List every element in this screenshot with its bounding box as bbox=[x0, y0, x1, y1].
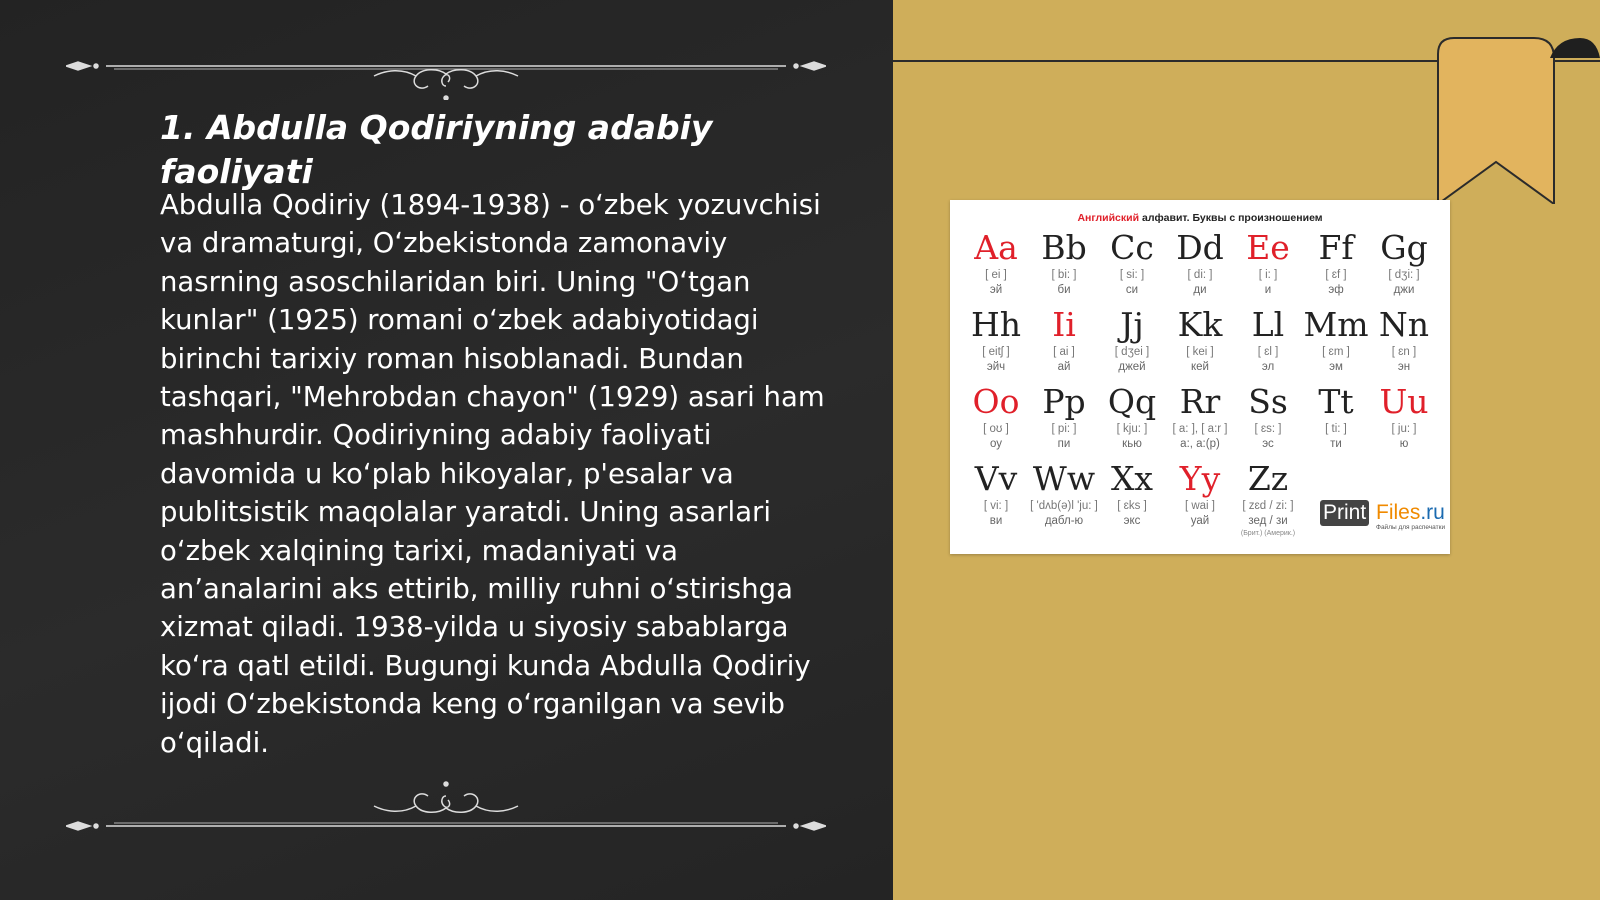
logo-ru-suffix: .ru bbox=[1420, 501, 1445, 524]
alphabet-letter: Ii bbox=[1052, 305, 1076, 344]
alphabet-letter: Jj bbox=[1120, 305, 1144, 344]
alphabet-letter: Mm bbox=[1303, 305, 1369, 344]
alphabet-letter-cell bbox=[962, 305, 1030, 375]
alphabet-russian-reading: си bbox=[1125, 284, 1139, 296]
logo-tagline: Файлы для распечатки bbox=[1376, 524, 1446, 531]
alphabet-letter: Rr bbox=[1179, 382, 1221, 421]
alphabet-variant-note: (Брит.) (Америк.) bbox=[1240, 530, 1296, 537]
alphabet-ipa: [ ɛs: ] bbox=[1254, 423, 1282, 435]
alphabet-russian-reading: джей bbox=[1118, 361, 1146, 373]
alphabet-russian-reading: эф bbox=[1328, 284, 1344, 296]
alphabet-letter-cell bbox=[1370, 228, 1438, 298]
alphabet-ipa: [ dʒi: ] bbox=[1388, 269, 1420, 281]
alphabet-header-text: алфавит. Буквы с произношением bbox=[1139, 212, 1323, 224]
alphabet-letter-cell bbox=[1030, 382, 1098, 452]
alphabet-letter: Aa bbox=[974, 228, 1018, 267]
alphabet-letter: Kk bbox=[1177, 305, 1223, 344]
alphabet-russian-reading: эс bbox=[1262, 438, 1274, 450]
alphabet-letter-cell bbox=[1166, 305, 1234, 375]
alphabet-letter: Tt bbox=[1318, 382, 1354, 421]
alphabet-russian-reading: эл bbox=[1261, 361, 1275, 373]
alphabet-ipa: [ ɛm ] bbox=[1322, 346, 1350, 358]
alphabet-russian-reading: эйч bbox=[986, 361, 1006, 373]
alphabet-card-header bbox=[950, 212, 1450, 224]
bookmark-ribbon bbox=[1430, 34, 1600, 204]
alphabet-ipa: [ dʒei ] bbox=[1114, 346, 1150, 358]
alphabet-ipa: [ zɛd / zi: ] bbox=[1242, 500, 1294, 512]
alphabet-letter: Ll bbox=[1251, 305, 1285, 344]
alphabet-letter-cell bbox=[1370, 305, 1438, 375]
alphabet-letter: Uu bbox=[1379, 382, 1429, 421]
alphabet-letter-cell bbox=[962, 382, 1030, 452]
alphabet-ipa: [ kei ] bbox=[1186, 346, 1214, 358]
logo-files-word: Files bbox=[1376, 501, 1421, 524]
alphabet-ipa: [ wai ] bbox=[1184, 500, 1216, 512]
alphabet-letter: Ff bbox=[1318, 228, 1354, 267]
slide-title: 1. Abdulla Qodiriyning adabiy faoliyati bbox=[160, 108, 713, 191]
alphabet-letter-cell bbox=[1302, 228, 1370, 298]
alphabet-letter: Yy bbox=[1179, 459, 1221, 498]
bottom-divider-ornament bbox=[66, 778, 826, 838]
alphabet-ipa: [ si: ] bbox=[1119, 269, 1145, 281]
alphabet-letter-cell bbox=[1098, 382, 1166, 452]
alphabet-ipa: [ bi: ] bbox=[1051, 269, 1077, 281]
alphabet-russian-reading: ти bbox=[1330, 438, 1342, 450]
alphabet-ipa: [ ɛf ] bbox=[1325, 269, 1347, 281]
alphabet-letter: Hh bbox=[970, 305, 1022, 344]
english-alphabet-card bbox=[950, 200, 1450, 554]
alphabet-ipa: [ ɛn ] bbox=[1391, 346, 1417, 358]
alphabet-russian-reading: ай bbox=[1057, 361, 1071, 373]
alphabet-letter: Dd bbox=[1176, 228, 1224, 267]
alphabet-russian-reading: ю bbox=[1399, 438, 1409, 450]
alphabet-letter-cell bbox=[1098, 228, 1166, 298]
alphabet-ipa: [ kju: ] bbox=[1116, 423, 1148, 435]
alphabet-letter: Gg bbox=[1380, 228, 1428, 267]
alphabet-russian-reading: оу bbox=[989, 438, 1003, 450]
alphabet-letter-cell bbox=[1302, 382, 1370, 452]
alphabet-letter: Cc bbox=[1110, 228, 1154, 267]
alphabet-russian-reading: пи bbox=[1057, 438, 1071, 450]
alphabet-russian-reading: би bbox=[1057, 284, 1071, 296]
alphabet-letter-cell bbox=[1166, 459, 1234, 529]
alphabet-letter-cell bbox=[1098, 305, 1166, 375]
alphabet-russian-reading: кью bbox=[1122, 438, 1142, 450]
alphabet-russian-reading: ди bbox=[1193, 284, 1207, 296]
alphabet-letter-cell bbox=[1234, 459, 1302, 538]
alphabet-letter-cell bbox=[1234, 228, 1302, 298]
alphabet-russian-reading: ви bbox=[989, 515, 1003, 527]
alphabet-letter-cell bbox=[1370, 382, 1438, 452]
alphabet-russian-reading: экс bbox=[1123, 515, 1141, 527]
alphabet-ipa: [ vi: ] bbox=[983, 500, 1009, 512]
alphabet-letter: Xx bbox=[1110, 459, 1154, 498]
alphabet-ipa: [ di: ] bbox=[1187, 269, 1213, 281]
alphabet-ipa: [ ti: ] bbox=[1325, 423, 1347, 435]
alphabet-header-highlight: Английский bbox=[1077, 212, 1140, 224]
alphabet-ipa: [ a: ], [ a:r ] bbox=[1172, 423, 1228, 435]
alphabet-ipa: [ ai ] bbox=[1053, 346, 1075, 358]
alphabet-letter-cell bbox=[1166, 382, 1234, 452]
alphabet-ipa: [ ɛl ] bbox=[1257, 346, 1279, 358]
alphabet-letter: Ee bbox=[1246, 228, 1290, 267]
logo-files-text bbox=[1376, 500, 1445, 526]
alphabet-russian-reading: уай bbox=[1190, 515, 1210, 527]
logo-print-text: Print bbox=[1320, 500, 1369, 526]
alphabet-letter-cell bbox=[1302, 305, 1370, 375]
alphabet-russian-reading: и bbox=[1264, 284, 1272, 296]
alphabet-ipa: [ i: ] bbox=[1258, 269, 1278, 281]
alphabet-letter-cell bbox=[962, 459, 1030, 529]
alphabet-letter: Bb bbox=[1041, 228, 1087, 267]
alphabet-letter: Qq bbox=[1107, 382, 1157, 421]
alphabet-russian-reading: эй bbox=[989, 284, 1003, 296]
alphabet-letter: Ss bbox=[1248, 382, 1288, 421]
alphabet-russian-reading: дабл-ю bbox=[1044, 515, 1084, 527]
alphabet-letter: Oo bbox=[972, 382, 1020, 421]
alphabet-letter-cell bbox=[1030, 459, 1098, 529]
alphabet-letter-cell bbox=[962, 228, 1030, 298]
alphabet-ipa: [ ɛks ] bbox=[1117, 500, 1147, 512]
alphabet-russian-reading: эн bbox=[1397, 361, 1411, 373]
alphabet-letter-cell bbox=[1234, 305, 1302, 375]
alphabet-russian-reading: эм bbox=[1329, 361, 1343, 373]
alphabet-ipa: [ eitʃ ] bbox=[982, 346, 1010, 358]
alphabet-letter: Vv bbox=[974, 459, 1018, 498]
top-divider-ornament bbox=[66, 40, 826, 100]
alphabet-ipa: [ 'dʌb(ə)l 'ju: ] bbox=[1030, 500, 1098, 512]
alphabet-russian-reading: кей bbox=[1191, 361, 1209, 373]
alphabet-letter: Ww bbox=[1032, 459, 1096, 498]
alphabet-letter: Zz bbox=[1247, 459, 1289, 498]
alphabet-ipa: [ ei ] bbox=[985, 269, 1007, 281]
alphabet-letter-cell bbox=[1030, 228, 1098, 298]
alphabet-russian-reading: а:, а:(р) bbox=[1180, 438, 1220, 450]
slide-body-text: Abdulla Qodiriy (1894-1938) - oʻzbek yozuvchisi va dramaturgi, Oʻzbekistonda zamonaviy nasrning asoschilaridan biri. Uning "Oʻtgan kunlar" (1925) romani oʻzbek adabiyotidagi birinchi tarixiy roman hisoblanadi. Bundan tashqari, "Mehrobdan chayon" (1929) asari ham mashhurdir. Qodiriyning adabiy faoliyati davomida u koʻplab hikoyalar, p'esalar va publitsistik maqolalar yaratdi. Uning asarlari oʻzbek xalqining tarixi, madaniyati va an’analarini aks ettirib, milliy ruhni oʻstirishga xizmat qiladi. 1938-yilda u siyosiy sabablarga koʻra qatl etildi. Bugungi kunda Abdulla Qodiriy ijodi Oʻzbekistonda keng oʻrganilgan va sevib oʻqiladi. bbox=[160, 189, 825, 759]
alphabet-russian-reading: зед / зи bbox=[1248, 515, 1288, 527]
alphabet-ipa: [ pi: ] bbox=[1051, 423, 1077, 435]
alphabet-letter: Pp bbox=[1042, 382, 1086, 421]
alphabet-letter: Nn bbox=[1378, 305, 1430, 344]
alphabet-ipa: [ ju: ] bbox=[1391, 423, 1417, 435]
alphabet-ipa: [ oʊ ] bbox=[983, 423, 1009, 435]
printfiles-logo bbox=[1320, 496, 1446, 536]
alphabet-letter-cell bbox=[1234, 382, 1302, 452]
alphabet-letter-cell bbox=[1030, 305, 1098, 375]
alphabet-letter-cell bbox=[1098, 459, 1166, 529]
alphabet-letter-cell bbox=[1166, 228, 1234, 298]
alphabet-russian-reading: джи bbox=[1393, 284, 1415, 296]
